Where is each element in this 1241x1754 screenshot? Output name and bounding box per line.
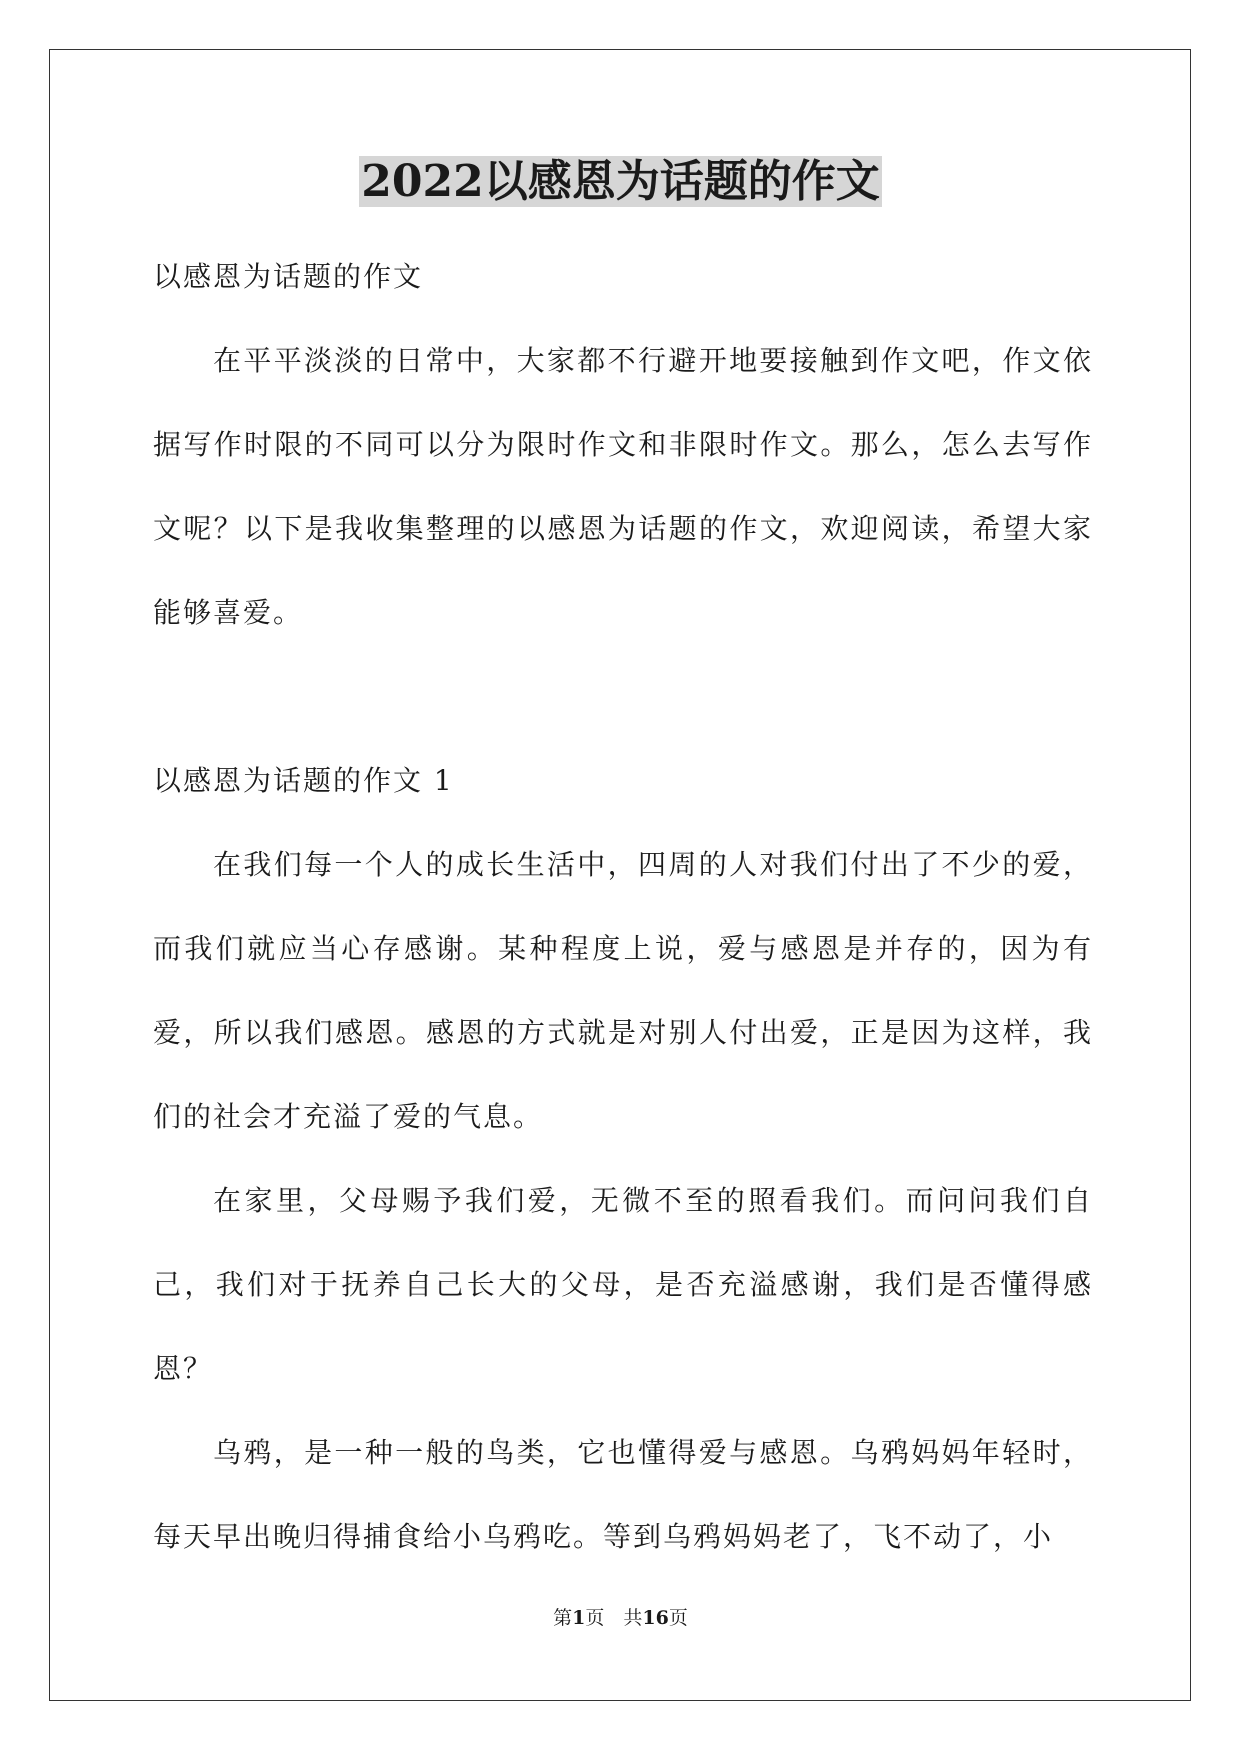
essay-1-paragraph-3: 乌鸦，是一种一般的鸟类，它也懂得爱与感恩。乌鸦妈妈年轻时，每天早出晚归得捕食给小乌鸦吃。等到乌鸦妈妈老了，飞不动了，小 bbox=[153, 1436, 1093, 1553]
essay-1-paragraph-1: 在我们每一个人的成长生活中，四周的人对我们付出了不少的爱，而我们就应当心存感谢。某种程度上说，爱与感恩是并存的，因为有爱，所以我们感恩。感恩的方式就是对别人付出爱，正是因为这样，我们的社会才充溢了爱的气息。 bbox=[153, 848, 1093, 1133]
document-title bbox=[0, 152, 1241, 212]
section-gap bbox=[153, 655, 1093, 739]
footer-middle: 页 共 bbox=[585, 1607, 643, 1629]
essay-1-heading: 以感恩为话题的作文 1 bbox=[153, 764, 454, 797]
footer-total-pages: 16 bbox=[642, 1607, 669, 1629]
intro-paragraph: 在平平淡淡的日常中，大家都不行避开地要接触到作文吧，作文依据写作时限的不同可以分为限时作文和非限时作文。那么，怎么去写作文呢？以下是我收集整理的以感恩为话题的作文，欢迎阅读，希望大家能够喜爱。 bbox=[153, 344, 1093, 629]
footer-prefix: 第 bbox=[553, 1607, 573, 1629]
intro-heading: 以感恩为话题的作文 bbox=[153, 260, 424, 293]
footer-page-number: 1 bbox=[572, 1607, 586, 1629]
page-footer bbox=[0, 1605, 1241, 1631]
document-title-text: 2022以感恩为话题的作文 bbox=[361, 156, 880, 207]
footer-suffix: 页 bbox=[668, 1607, 688, 1629]
essay-1-paragraph-2: 在家里，父母赐予我们爱，无微不至的照看我们。而问问我们自己，我们对于抚养自己长大的父母，是否充溢感谢，我们是否懂得感恩？ bbox=[153, 1184, 1093, 1385]
document-body bbox=[153, 235, 1093, 1579]
